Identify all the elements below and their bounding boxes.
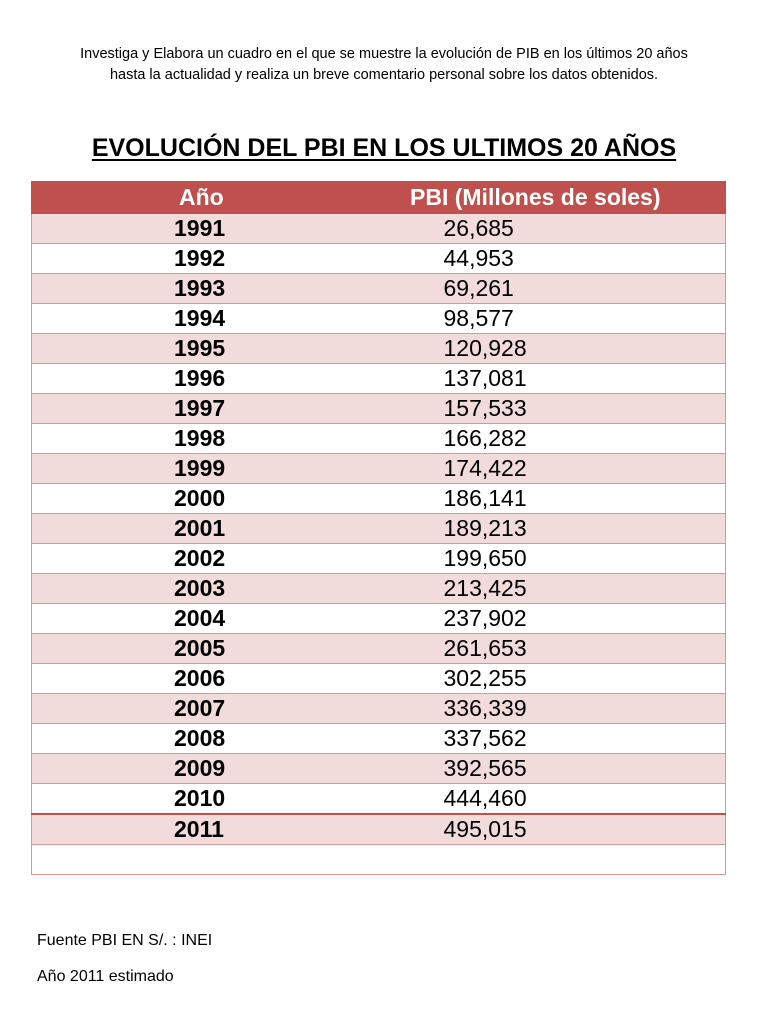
year-cell: 2009 (32, 754, 372, 784)
year-cell: 1991 (32, 214, 372, 244)
pbi-value-cell: 120,928 (372, 334, 726, 364)
pbi-value-cell: 392,565 (372, 754, 726, 784)
year-cell: 2008 (32, 724, 372, 754)
table-row (32, 424, 726, 454)
year-cell: 2011 (32, 814, 372, 845)
table-row (32, 814, 726, 845)
table-row (32, 244, 726, 274)
table-row (32, 304, 726, 334)
table-row (32, 364, 726, 394)
year-cell: 1998 (32, 424, 372, 454)
table-row (32, 724, 726, 754)
year-cell: 1995 (32, 334, 372, 364)
year-cell: 1992 (32, 244, 372, 274)
year-cell: 2006 (32, 664, 372, 694)
year-cell: 2005 (32, 634, 372, 664)
pbi-value-cell: 495,015 (372, 814, 726, 845)
pbi-value-cell: 174,422 (372, 454, 726, 484)
pbi-value-cell: 166,282 (372, 424, 726, 454)
pbi-value-cell: 302,255 (372, 664, 726, 694)
page-title: EVOLUCIÓN DEL PBI EN LOS ULTIMOS 20 AÑOS (91, 134, 677, 162)
year-cell: 1994 (32, 304, 372, 334)
table-header-row (32, 182, 726, 214)
column-header-pbi: PBI (Millones de soles) (372, 182, 726, 214)
pbi-value-cell: 186,141 (372, 484, 726, 514)
table-body (32, 214, 726, 875)
table-row (32, 484, 726, 514)
pbi-value-cell: 199,650 (372, 544, 726, 574)
table-row (32, 604, 726, 634)
pbi-value-cell: 336,339 (372, 694, 726, 724)
year-cell: 2000 (32, 484, 372, 514)
pbi-table (31, 181, 726, 875)
table-row (32, 784, 726, 815)
empty-cell (372, 845, 726, 875)
source-note: Fuente PBI EN S/. : INEI (37, 932, 213, 949)
pbi-value-cell: 444,460 (372, 784, 726, 815)
table-row (32, 664, 726, 694)
table-row (32, 454, 726, 484)
table-row (32, 334, 726, 364)
pbi-value-cell: 44,953 (372, 244, 726, 274)
instructions-line-1: Investiga y Elabora un cuadro en el que se muestre la evolución de PIB en los últimos 20 años (80, 46, 688, 62)
table-row (32, 544, 726, 574)
year-cell: 1996 (32, 364, 372, 394)
year-cell: 1997 (32, 394, 372, 424)
column-header-year: Año (32, 182, 372, 214)
year-cell: 1999 (32, 454, 372, 484)
pbi-value-cell: 337,562 (372, 724, 726, 754)
year-cell: 2010 (32, 784, 372, 815)
table-row (32, 274, 726, 304)
table-row (32, 214, 726, 244)
year-cell: 2001 (32, 514, 372, 544)
pbi-value-cell: 213,425 (372, 574, 726, 604)
table-row (32, 694, 726, 724)
estimate-note: Año 2011 estimado (37, 968, 174, 985)
empty-cell (32, 845, 372, 875)
pbi-value-cell: 69,261 (372, 274, 726, 304)
table-row (32, 394, 726, 424)
pbi-value-cell: 98,577 (372, 304, 726, 334)
pbi-value-cell: 261,653 (372, 634, 726, 664)
pbi-value-cell: 137,081 (372, 364, 726, 394)
year-cell: 1993 (32, 274, 372, 304)
table-row (32, 754, 726, 784)
year-cell: 2004 (32, 604, 372, 634)
table-row (32, 574, 726, 604)
pbi-value-cell: 189,213 (372, 514, 726, 544)
empty-row (32, 845, 726, 875)
year-cell: 2007 (32, 694, 372, 724)
pbi-value-cell: 157,533 (372, 394, 726, 424)
year-cell: 2003 (32, 574, 372, 604)
pbi-value-cell: 26,685 (372, 214, 726, 244)
table-row (32, 634, 726, 664)
instructions-line-2: hasta la actualidad y realiza un breve comentario personal sobre los datos obtenidos. (109, 67, 659, 83)
pbi-value-cell: 237,902 (372, 604, 726, 634)
instructions (40, 44, 728, 86)
table-row (32, 514, 726, 544)
year-cell: 2002 (32, 544, 372, 574)
